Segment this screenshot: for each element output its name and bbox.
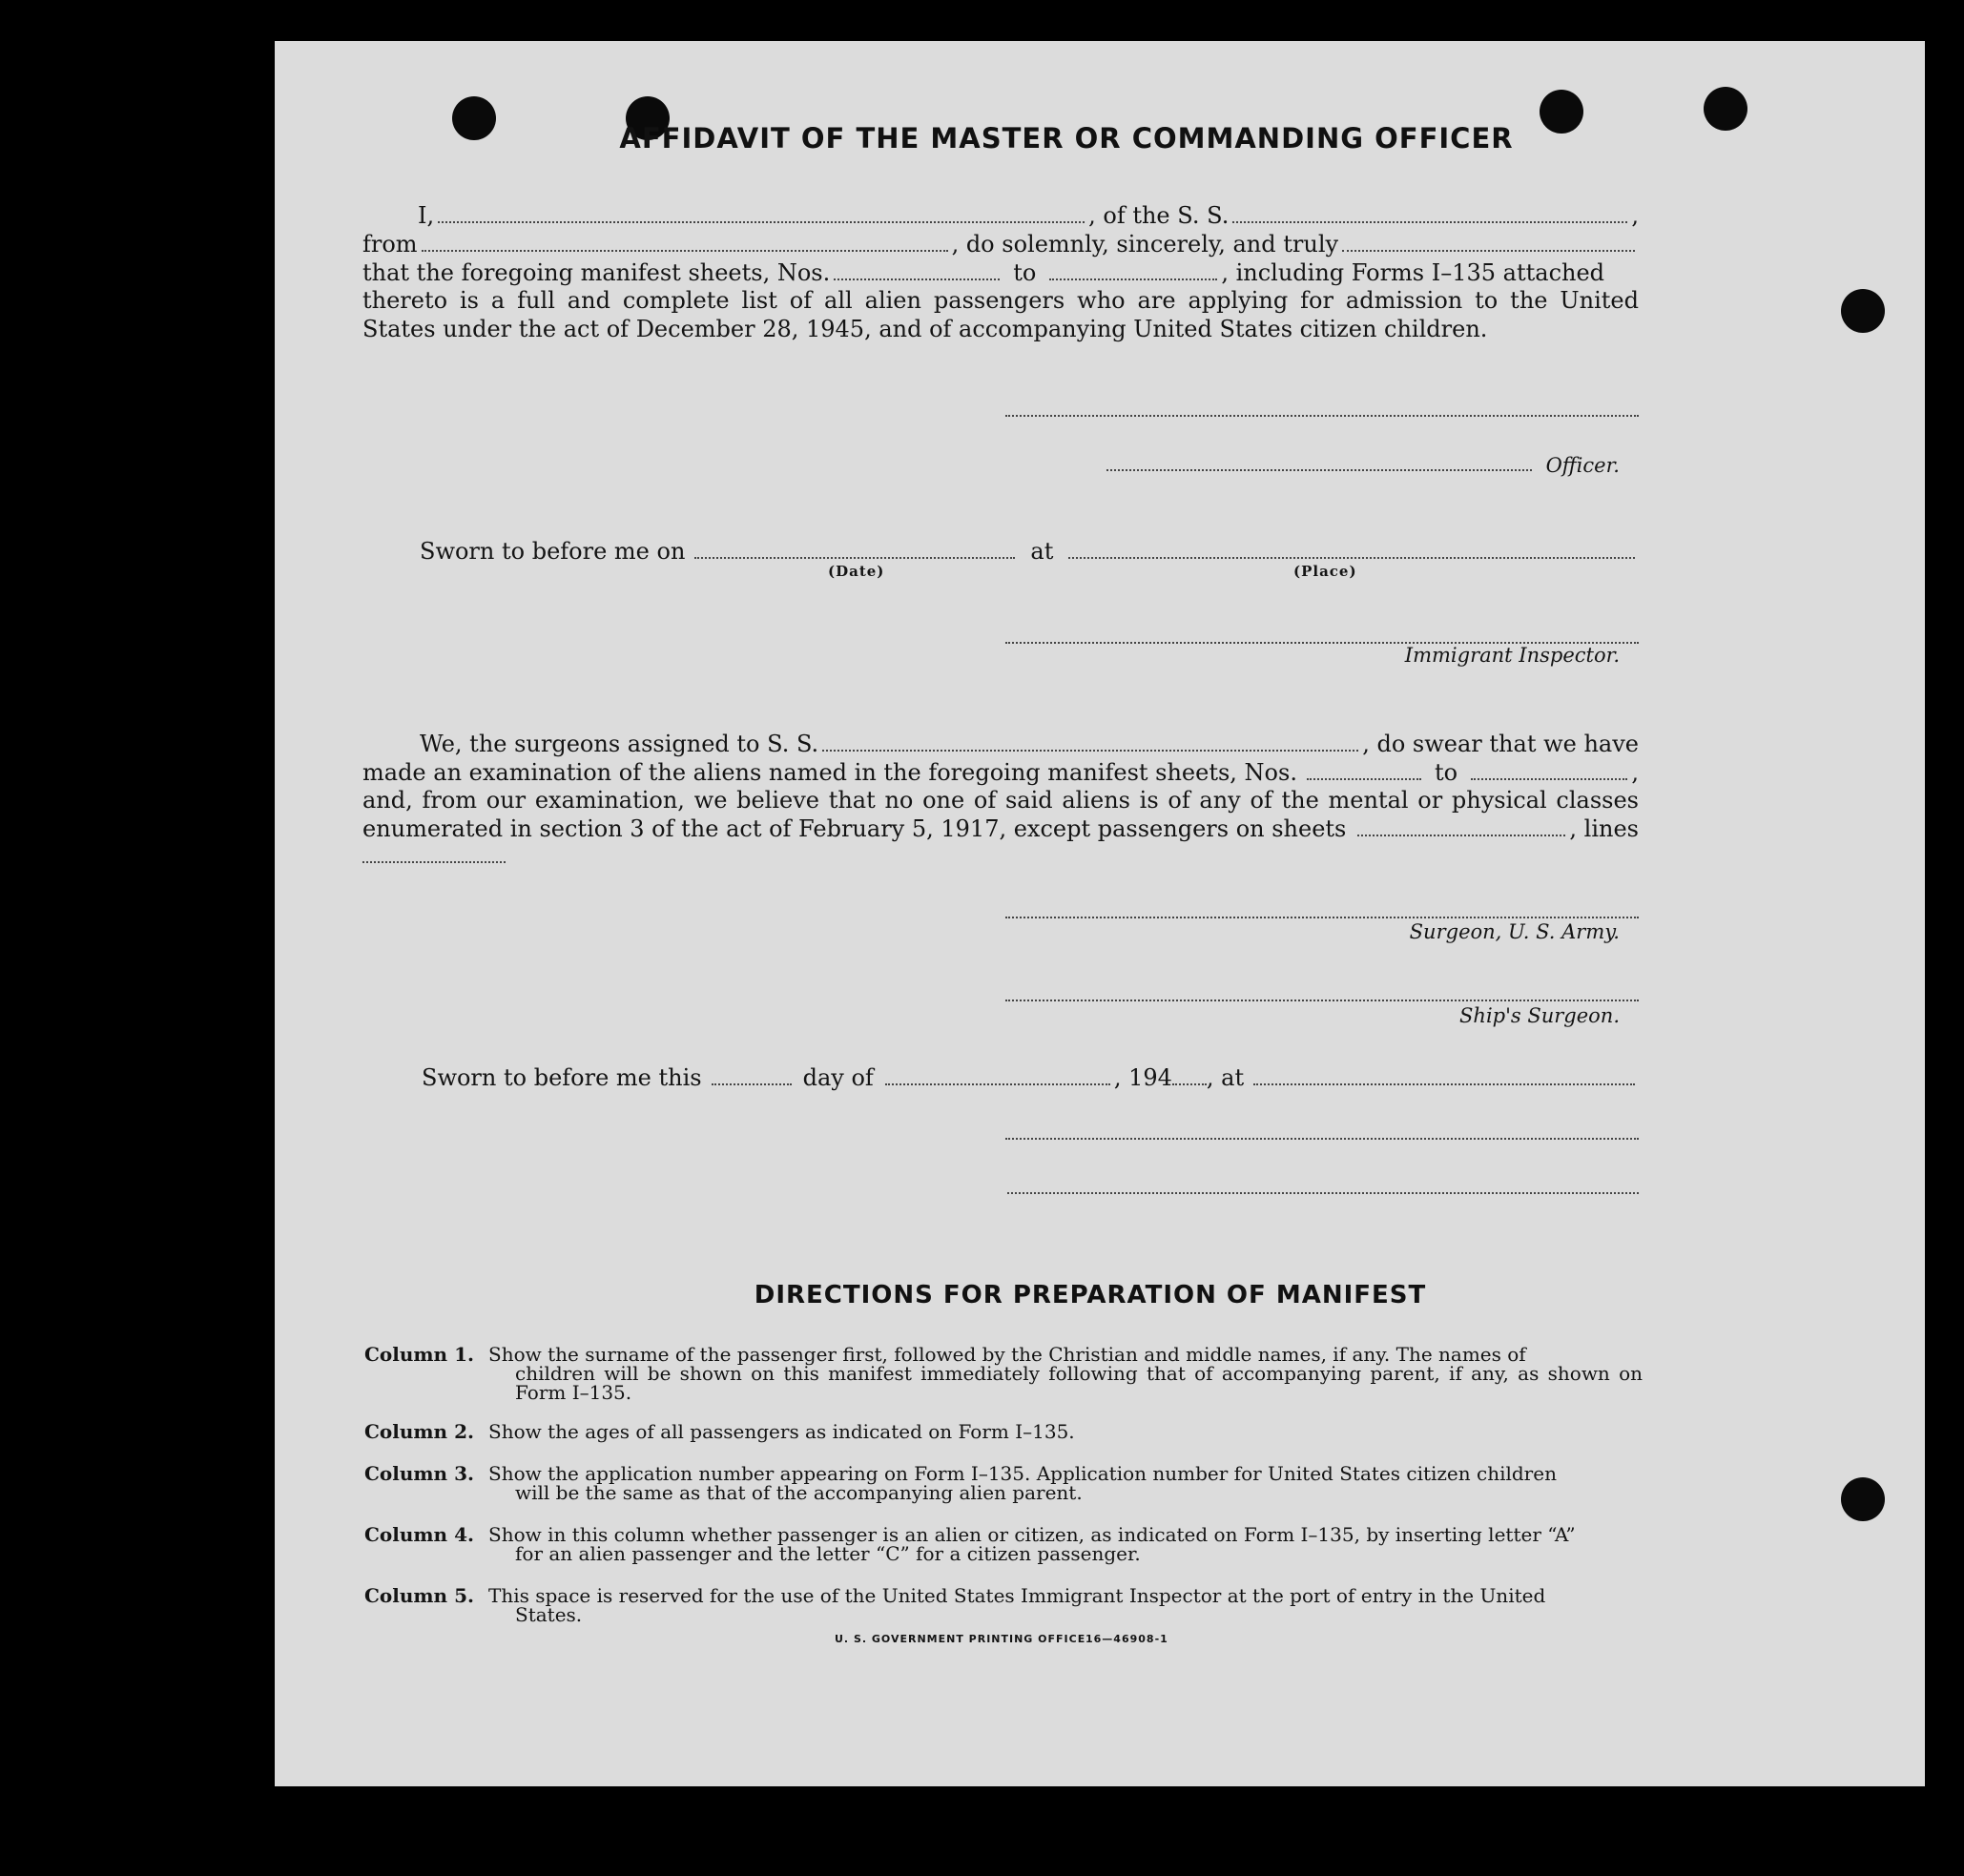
column-text bbox=[488, 1525, 1643, 1563]
column-text-cont: for an alien passenger and the letter “C” for a citizen passenger. bbox=[515, 1542, 1141, 1565]
except-sheets-field[interactable] bbox=[1357, 817, 1565, 836]
oath-field[interactable] bbox=[1342, 233, 1635, 252]
sworn-text: , at bbox=[1206, 1064, 1245, 1091]
affidavit-text: I, bbox=[418, 202, 435, 229]
column-text-line: Show the surname of the passenger first, followed by the Christian and middle names, if any. The names of bbox=[488, 1343, 1526, 1366]
affidavit-line-3 bbox=[362, 258, 1639, 287]
affidavit-line-4: thereto is a full and complete list of all alien passengers who are applying for admission to the United bbox=[362, 287, 1639, 314]
surgeons-ship-field[interactable] bbox=[822, 732, 1358, 752]
sworn-text: Sworn to before me on bbox=[420, 538, 686, 565]
column-text bbox=[488, 1464, 1643, 1502]
column-text-line: Show the ages of all passengers as indicated on Form I–135. bbox=[488, 1420, 1075, 1443]
surgeons-text: enumerated in section 3 of the act of February 5, 1917, except passengers on sheets bbox=[362, 815, 1347, 842]
column-text bbox=[488, 1586, 1643, 1624]
place-caption: (Place) bbox=[1293, 563, 1357, 580]
affidavit-line-2 bbox=[362, 230, 1639, 258]
surgeons-text: , lines bbox=[1569, 815, 1639, 842]
column-text-cont: will be the same as that of the accompanying alien parent. bbox=[515, 1481, 1083, 1504]
ship-surgeon-signature-line[interactable] bbox=[1005, 1000, 1639, 1001]
sworn-text: , 194 bbox=[1113, 1064, 1172, 1091]
surgeons-text: , do swear that we have bbox=[1362, 731, 1639, 757]
form-page bbox=[275, 41, 1925, 1786]
surgeons-line-4 bbox=[362, 814, 1639, 843]
date-caption: (Date) bbox=[828, 563, 885, 580]
direction-column-4 bbox=[364, 1525, 1643, 1563]
affidavit-text: from bbox=[362, 231, 418, 258]
surgeons-text: made an examination of the aliens named in the foregoing manifest sheets, Nos. bbox=[362, 759, 1297, 786]
direction-column-1 bbox=[364, 1345, 1643, 1402]
inspector-caption: Immigrant Inspector. bbox=[1404, 644, 1620, 667]
column-text-line: This space is reserved for the use of the United States Immigrant Inspector at the port of entry in the United bbox=[488, 1584, 1546, 1607]
column-text-cont: children will be shown on this manifest immediately following that of accompanying parent, if any, as shown on Form I–135. bbox=[515, 1362, 1643, 1404]
army-surgeon-caption: Surgeon, U. S. Army. bbox=[1409, 920, 1620, 943]
from-port-field[interactable] bbox=[422, 233, 948, 252]
column-text-cont: States. bbox=[515, 1603, 583, 1626]
exam-sheet-to-field[interactable] bbox=[1471, 761, 1627, 780]
column-label: Column 2. bbox=[364, 1420, 474, 1443]
affidavit-text: that the foregoing manifest sheets, Nos. bbox=[362, 259, 831, 286]
sworn-text: day of bbox=[802, 1064, 874, 1091]
sworn-day-field[interactable] bbox=[712, 1066, 792, 1085]
army-surgeon-signature-line[interactable] bbox=[1005, 917, 1639, 918]
surgeons-line-2 bbox=[362, 758, 1639, 787]
form-code: 16—46908-1 bbox=[1085, 1633, 1168, 1645]
direction-column-3 bbox=[364, 1464, 1643, 1502]
sworn-line-1 bbox=[420, 537, 1639, 566]
affidavit-text: , of the S. S. bbox=[1088, 202, 1230, 229]
exam-sheet-from-field[interactable] bbox=[1307, 761, 1421, 780]
ship-name-field[interactable] bbox=[1232, 204, 1627, 223]
sworn-line-2 bbox=[422, 1063, 1639, 1092]
sworn-text: at bbox=[1030, 538, 1054, 565]
surgeons-text: to bbox=[1434, 759, 1458, 786]
surgeons-line-3: and, from our examination, we believe that no one of said aliens is of any of the mental or physical classes bbox=[362, 787, 1639, 814]
column-label: Column 3. bbox=[364, 1462, 474, 1485]
sworn-place-field[interactable] bbox=[1068, 540, 1635, 559]
affidavit-text: , including Forms I–135 attached bbox=[1221, 259, 1605, 286]
sworn-title-line[interactable] bbox=[1007, 1192, 1639, 1194]
sheet-to-field[interactable] bbox=[1049, 261, 1217, 280]
surgeons-line-1 bbox=[362, 730, 1639, 758]
ship-surgeon-caption: Ship's Surgeon. bbox=[1459, 1004, 1620, 1027]
officer-signature-line[interactable] bbox=[1005, 415, 1639, 417]
sworn-at-field[interactable] bbox=[1253, 1066, 1635, 1085]
punch-hole-icon bbox=[1841, 1477, 1885, 1521]
column-text-line: Show in this column whether passenger is an alien or citizen, as indicated on Form I–135, by inserting letter “A” bbox=[488, 1523, 1576, 1546]
sheet-from-field[interactable] bbox=[834, 261, 1000, 280]
sworn-year-field[interactable] bbox=[1172, 1066, 1207, 1085]
except-lines-field[interactable] bbox=[362, 861, 506, 863]
sworn-month-field[interactable] bbox=[885, 1066, 1110, 1085]
sworn-date-field[interactable] bbox=[694, 540, 1015, 559]
affidavit-text: to bbox=[1013, 259, 1037, 286]
affidavit-line-5: States under the act of December 28, 1945, and of accompanying United States citizen children. bbox=[362, 316, 1488, 342]
column-text-line: Show the application number appearing on Form I–135. Application number for United States citizen children bbox=[488, 1462, 1557, 1485]
column-label: Column 1. bbox=[364, 1343, 474, 1366]
direction-column-5 bbox=[364, 1586, 1643, 1624]
sworn-signature-line[interactable] bbox=[1005, 1138, 1639, 1140]
affidavit-line-1 bbox=[362, 201, 1639, 230]
column-label: Column 4. bbox=[364, 1523, 474, 1546]
column-text bbox=[488, 1345, 1643, 1402]
surgeons-text: We, the surgeons assigned to S. S. bbox=[420, 731, 819, 757]
column-text bbox=[488, 1422, 1643, 1441]
directions-title: DIRECTIONS FOR PREPARATION OF MANIFEST bbox=[754, 1281, 1427, 1309]
column-label: Column 5. bbox=[364, 1584, 474, 1607]
affidavit-title: AFFIDAVIT OF THE MASTER OR COMMANDING OFFICER bbox=[619, 122, 1514, 155]
punch-hole-icon bbox=[1841, 289, 1885, 333]
officer-caption: Officer. bbox=[1545, 454, 1620, 477]
master-name-field[interactable] bbox=[438, 204, 1085, 223]
sworn-text: Sworn to before me this bbox=[422, 1064, 702, 1091]
printer-imprint: U. S. GOVERNMENT PRINTING OFFICE bbox=[835, 1633, 1086, 1645]
surgeons-text: , bbox=[1631, 759, 1639, 786]
affidavit-text: , bbox=[1631, 202, 1639, 229]
affidavit-text: , do solemnly, sincerely, and truly bbox=[951, 231, 1339, 258]
officer-title-line[interactable] bbox=[1106, 469, 1532, 471]
direction-column-2 bbox=[364, 1422, 1643, 1441]
